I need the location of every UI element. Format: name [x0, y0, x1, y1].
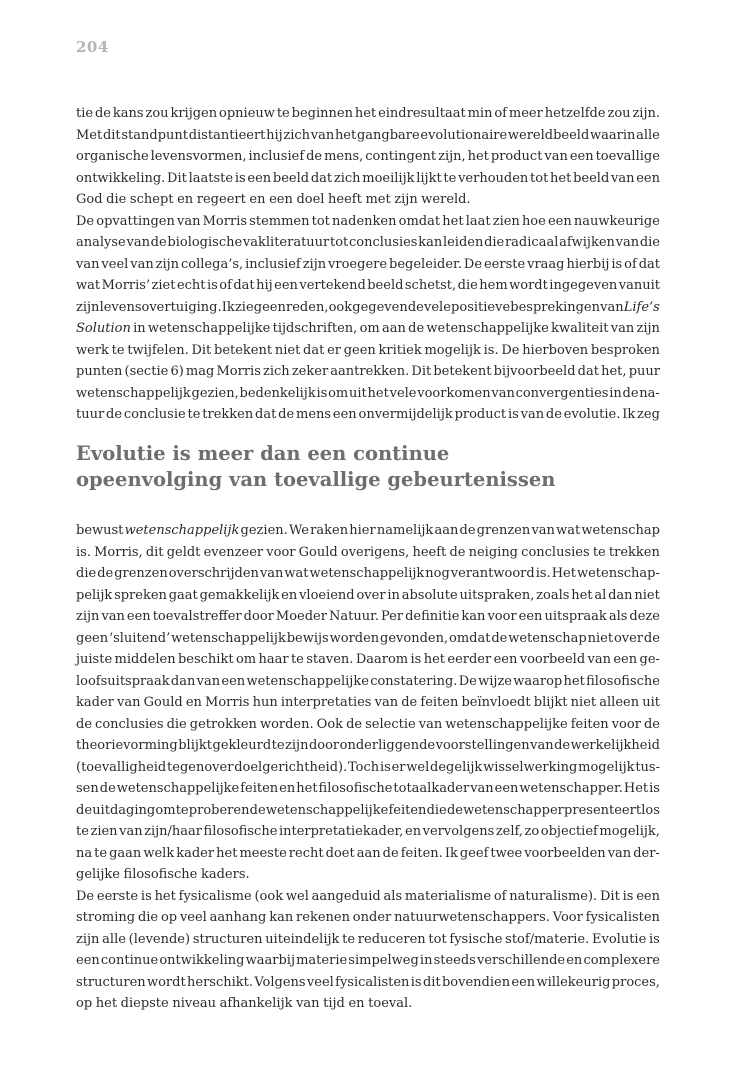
text-line: De eerste is het fysicalisme (ook wel aangeduid als materialisme of naturalisme). Dit is een [76, 888, 660, 904]
text-line: wetenschappelijk gezien, bedenkelijk is om uit het vele voorkomen van convergenties in de na- [76, 385, 660, 401]
text-line: werk te twijfelen. Dit betekent niet dat er geen kritiek mogelijk is. De hierboven besproken [76, 342, 660, 358]
text-line: analyse van de biologische vakliteratuur tot conclusies kan leiden die radicaal afwijken van die [76, 235, 660, 250]
text-line: op het diepste niveau afhankelijk van tijd en toeval. [76, 996, 413, 1011]
text-line: tie de kans zou krijgen opnieuw te beginnen het eindresultaat min of meer hetzelfde zou zijn. [76, 106, 660, 121]
text-line: (toevalligheid tegenover doelgerichtheid). Toch is er wel degelijk wisselwerking mogelijk tus- [76, 759, 660, 775]
text-line: Solution in wetenschappelijke tijdschriften, om aan de wetenschappelijke kwaliteit van zijn [76, 321, 660, 336]
text-line: sen de wetenschappelijke feiten en het filosofische totaalkader van een wetenschapper. Het is [76, 781, 660, 796]
text-line: na te gaan welk kader het meeste recht doet aan de feiten. Ik geef twee voorbeelden van der- [76, 845, 660, 861]
text-line: kader van Gould en Morris hun interpretaties van de feiten beïnvloedt blijkt niet alleen uit [76, 695, 660, 710]
page-number: 204 [76, 38, 109, 56]
text-line: zijn van een toevalstreffer door Moeder Natuur. Per definitie kan voor een uitspraak als deze [76, 609, 660, 624]
text-line: is. Morris, dit geldt evenzeer voor Gould overigens, heeft de neiging conclusies te trekken [76, 544, 660, 560]
text-line: een continue ontwikkeling waarbij materie simpelweg in steeds verschillende en complexere [76, 953, 660, 968]
body-text-top [76, 103, 660, 426]
text-line: geen ‘sluitend’ wetenschappelijk bewijs worden gevonden, omdat de wetenschap niet over de [76, 630, 660, 646]
text-line: theorievorming blijkt gekleurd te zijn door onderliggende voorstellingen van de werkelijkheid [76, 738, 660, 753]
text-line: die de grenzen overschrijden van wat wetenschappelijk nog verantwoord is. Het wetenschap- [76, 566, 660, 581]
text-line: wat Morris’ ziet echt is of dat hij een vertekend beeld schetst, die hem wordt ingegeven vanuit [76, 278, 660, 293]
text-line: zijn alle (levende) structuren uiteindelijk te reduceren tot fysische stof/materie. Evolutie is [76, 931, 660, 947]
text-line: organische levensvormen, inclusief de mens, contingent zijn, het product van een toevallige [76, 149, 660, 164]
text-line: zijn levensovertuiging. Ik zie geen reden, ook gegeven de vele positieve besprekingen van Life’s [76, 299, 660, 315]
section-heading-line-2: opeenvolging van toevallige gebeurtenissen [76, 468, 556, 491]
text-line: Met dit standpunt distantieert hij zich van het gangbare evolutionaire wereldbeeld waarin alle [76, 127, 660, 143]
text-line: pelijk spreken gaat gemakkelijk en vloeiend over in absolute uitspraken, zoals het al dan niet [76, 587, 660, 603]
text-line: van veel van zijn collega’s, inclusief zijn vroegere begeleider. De eerste vraag hierbij is of dat [76, 256, 660, 272]
text-line: punten (sectie 6) mag Morris zich zeker aantrekken. Dit betekent bijvoorbeeld dat het, puur [76, 364, 660, 379]
text-line: gelijke filosofische kaders. [76, 867, 250, 882]
text-line: God die schept en regeert en een doel heeft met zijn wereld. [76, 192, 471, 207]
text-line: te zien van zijn/haar filosofische interpretatiekader, en vervolgens zelf, zo objectief mogelijk, [76, 824, 660, 839]
text-line: De opvattingen van Morris stemmen tot nadenken omdat het laat zien hoe een nauwkeurige [76, 213, 660, 229]
section-heading-line-1: Evolutie is meer dan een continue [76, 442, 450, 465]
text-line: tuur de conclusie te trekken dat de mens een onvermijdelijk product is van de evolutie. Ik zeg [76, 407, 660, 422]
text-line: bewust wetenschappelijk gezien. We raken hier namelijk aan de grenzen van wat wetenschap [76, 523, 660, 538]
text-line: structuren wordt herschikt. Volgens veel fysicalisten is dit bovendien een willekeurig proces, [76, 974, 660, 990]
text-line: de uitdaging om te proberen de wetenschappelijke feiten die de wetenschapper presenteert los [76, 802, 660, 818]
section-heading [76, 441, 660, 493]
text-line: stroming die op veel aanhang kan rekenen onder natuurwetenschappers. Voor fysicalisten [76, 910, 660, 925]
text-line: de conclusies die getrokken worden. Ook de selectie van wetenschappelijke feiten voor de [76, 716, 660, 732]
text-line: ontwikkeling. Dit laatste is een beeld dat zich moeilijk lijkt te verhouden tot het beeld van een [76, 170, 660, 186]
text-line: juiste middelen beschikt om haar te staven. Daarom is het eerder een voorbeeld van een ge- [76, 652, 660, 667]
text-line: loofsuitspraak dan van een wetenschappelijke constatering. De wijze waarop het filosofische [76, 673, 660, 689]
body-text-bottom [76, 520, 660, 1015]
